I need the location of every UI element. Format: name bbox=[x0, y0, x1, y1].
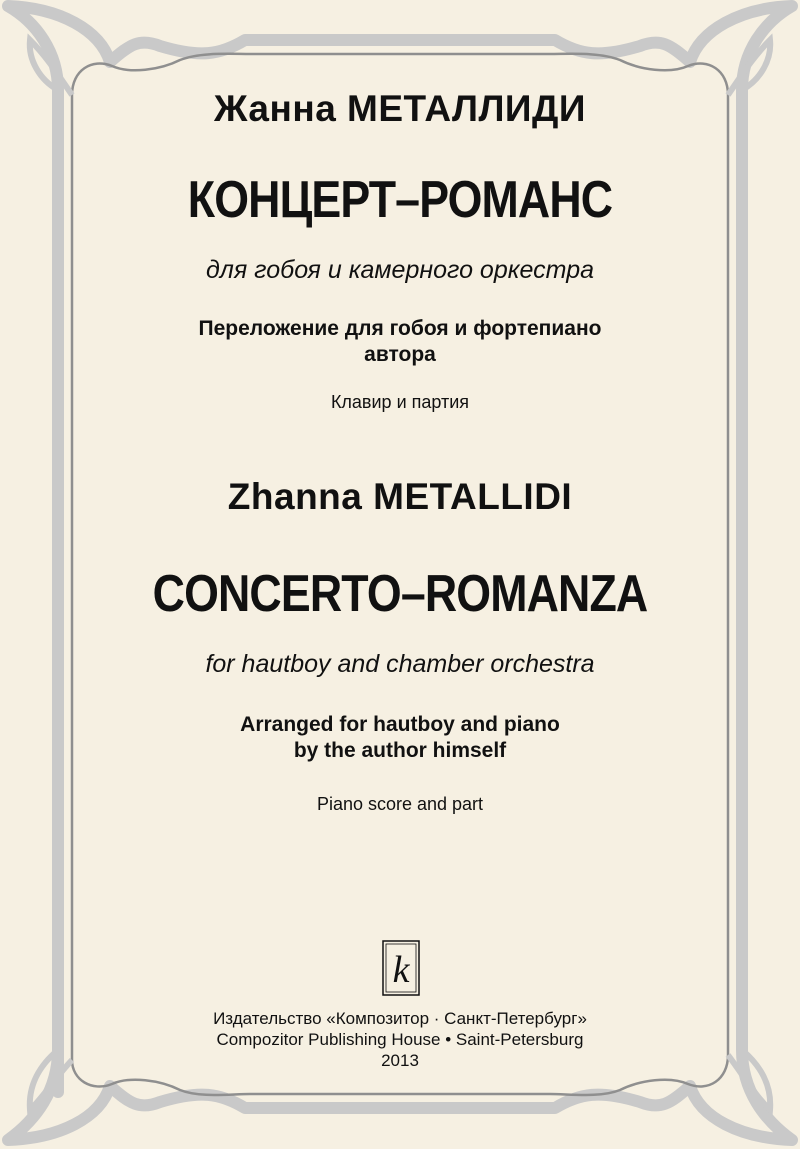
publisher-logo-icon bbox=[382, 940, 420, 996]
arrangement-ru-line1: Переложение для гобоя и фортепиано bbox=[198, 317, 602, 340]
logo-letter: k bbox=[392, 949, 410, 991]
publication-year: 2013 bbox=[381, 1051, 419, 1070]
title-ru: КОНЦЕРТ–РОМАНС bbox=[187, 171, 613, 229]
publisher-en: Compozitor Publishing House • Saint-Petersburg bbox=[216, 1030, 584, 1049]
subtitle-en: for hautboy and chamber orchestra bbox=[205, 650, 595, 678]
author-name-ru: Жанна МЕТАЛЛИДИ bbox=[214, 88, 586, 129]
arrangement-en-line2: by the author himself bbox=[293, 739, 507, 762]
score-type-en: Piano score and part bbox=[316, 794, 484, 814]
arrangement-en-line1: Arranged for hautboy and piano bbox=[240, 713, 560, 736]
publisher-ru: Издательство «Композитор · Санкт-Петербург» bbox=[213, 1009, 587, 1028]
title-en: CONCERTO–ROMANZA bbox=[152, 565, 648, 623]
author-name-en: Zhanna METALLIDI bbox=[227, 476, 573, 517]
subtitle-ru: для гобоя и камерного оркестра bbox=[205, 256, 595, 284]
score-type-ru: Клавир и партия bbox=[330, 392, 470, 412]
arrangement-ru-line2: автора bbox=[364, 343, 436, 366]
